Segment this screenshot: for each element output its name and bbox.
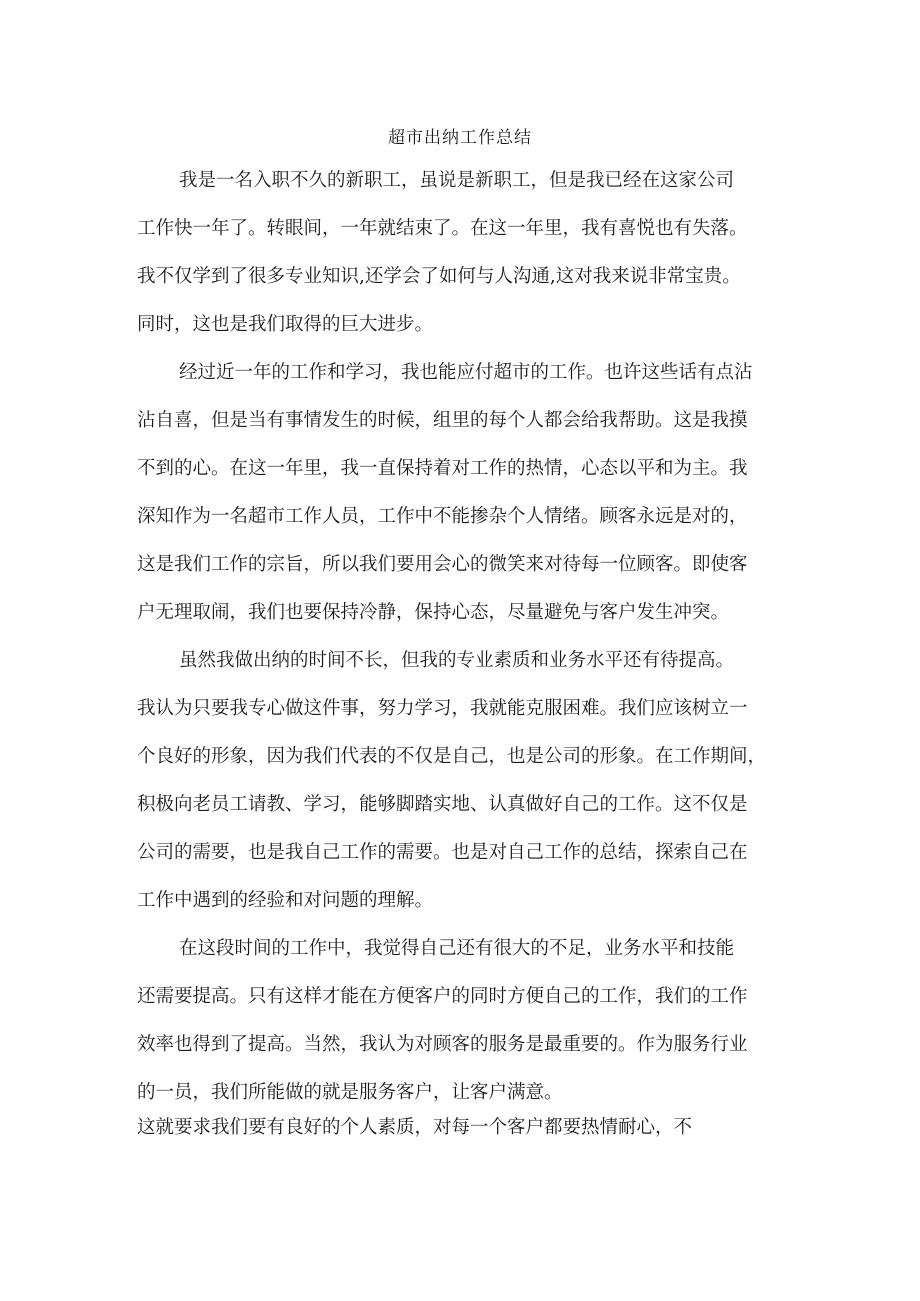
paragraph-line: 同时，这也是我们取得的巨大进步。 [137,314,434,335]
paragraph-line: 工作快一年了。转眼间，一年就结束了。在这一年里，我有喜悦也有失落。 [137,218,748,239]
paragraph-line: 沾自喜，但是当有事情发生的时候，组里的每个人都会给我帮助。这是我摸 [137,410,748,431]
paragraph-line: 这就要求我们要有良好的个人素质，对每一个客户都要热情耐心，不 [137,1117,693,1138]
paragraph-line: 我不仅学到了很多专业知识,还学会了如何与人沟通,这对我来说非常宝贵。 [137,266,741,287]
paragraph-line: 公司的需要，也是我自己工作的需要。也是对自己工作的总结，探索自己在 [137,842,748,863]
paragraph-line: 深知作为一名超市工作人员，工作中不能掺杂个人情绪。顾客永远是对的， [137,506,748,527]
paragraph-line: 还需要提高。只有这样才能在方便客户的同时方便自己的工作，我们的工作 [137,986,748,1007]
paragraph-line: 我是一名入职不久的新职工，虽说是新职工，但是我已经在这家公司 [179,170,735,191]
paragraph-line: 我认为只要我专心做这件事，努力学习，我就能克服困难。我们应该树立一 [137,698,748,719]
paragraph-line: 效率也得到了提高。当然，我认为对顾客的服务是最重要的。作为服务行业 [137,1034,748,1055]
paragraph-line: 积极向老员工请教、学习，能够脚踏实地、认真做好自己的工作。这不仅是 [137,794,748,815]
paragraph-line: 的一员，我们所能做的就是服务客户，让客户满意。 [137,1082,563,1103]
paragraph-line: 工作中遇到的经验和对问题的理解。 [137,890,434,911]
document-title: 超市出纳工作总结 [388,128,532,148]
paragraph-line: 不到的心。在这一年里，我一直保持着对工作的热情，心态以平和为主。我 [137,458,748,479]
paragraph-line: 虽然我做出纳的时间不长，但我的专业素质和业务水平还有待提高。 [179,650,735,671]
paragraph-line: 这是我们工作的宗旨，所以我们要用会心的微笑来对待每一位顾客。即使客 [137,554,748,575]
paragraph-line: 在这段时间的工作中，我觉得自己还有很大的不足，业务水平和技能 [179,938,735,959]
paragraph-line: 经过近一年的工作和学习，我也能应付超市的工作。也许这些话有点沾 [179,362,753,383]
paragraph-line: 户无理取闹，我们也要保持冷静，保持心态，尽量避免与客户发生冲突。 [137,602,730,623]
paragraph-line: 个良好的形象，因为我们代表的不仅是自己，也是公司的形象。在工作期间， [137,746,767,767]
